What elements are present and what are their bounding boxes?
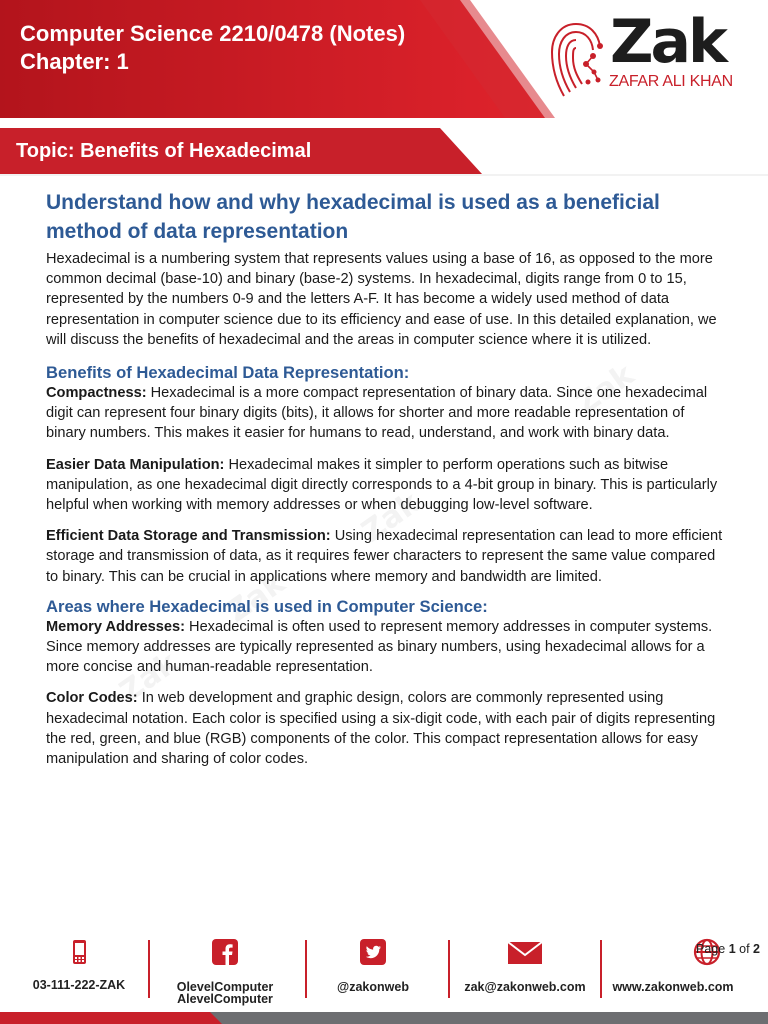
area-item [46, 688, 726, 769]
phone-number: 03-111-222-ZAK [32, 978, 126, 992]
benefit-term: Compactness: [46, 385, 147, 402]
chapter-title: Chapter: 1 [20, 49, 129, 74]
email-icon[interactable] [507, 938, 543, 966]
main-heading: Understand how and why hexadecimal is used as a beneficial method of data representation [46, 191, 660, 243]
footer-facebook[interactable] [150, 930, 300, 1005]
page-label: Page [696, 942, 726, 956]
facebook-page-1[interactable]: OlevelComputer [176, 980, 274, 994]
area-term: Memory Addresses: [46, 618, 185, 635]
logo-subtitle: ZAFAR ALI KHAN [609, 73, 733, 90]
page-total: 2 [753, 942, 760, 956]
area-item [46, 617, 726, 678]
benefit-term: Easier Data Manipulation: [46, 456, 225, 473]
twitter-handle[interactable]: @zakonweb [337, 980, 409, 994]
page-of: of [739, 942, 750, 956]
facebook-page-2[interactable]: AlevelComputer [177, 992, 273, 1006]
benefits-heading: Benefits of Hexadecimal Data Representation: [46, 363, 410, 383]
logo-wordmark: Zak [610, 7, 725, 77]
zak-logo [546, 8, 761, 114]
watermark-logo: Zak [113, 645, 185, 710]
intro-paragraph: Hexadecimal is a numbering system that represents values using a base of 16, as opposed to the more common decimal (base-10) and binary (base-2) systems. In hexadecimal, digits range from 0 to 15, represented by the numbers 0-9 and the letters A-F. It has become a widely used method of data representation in computer science due to its efficiency and ease of use. In this detailed explanation, we will discuss the benefits of hexadecimal and the areas in computer science where it is utilized. [46, 251, 717, 348]
facebook-icon[interactable] [211, 938, 239, 966]
benefit-text: Hexadecimal makes it simpler to perform operations such as bitwise manipulation, as one hexadecimal digit directly corresponds to a 4-bit group in binary. This is particularly helpful when working with memory addresses or when debugging low-level software. [46, 456, 718, 514]
email-address[interactable]: zak@zakonweb.com [464, 980, 586, 994]
footer-twitter[interactable] [298, 930, 448, 993]
document-title [20, 20, 405, 76]
area-text: Hexadecimal is often used to represent memory addresses in computer systems. Since memory addresses are typically represented as binary numbers, using hexadecimal allows for a more concise and human-readable representation. [46, 618, 713, 676]
twitter-icon[interactable] [359, 938, 387, 966]
benefit-text: Using hexadecimal representation can lead to more efficient storage and transmission of data, as it requires fewer characters to represent the same value compared to binary. This can be crucial in applications where memory and bandwidth are limited. [46, 528, 723, 585]
area-text: In web development and graphic design, colors are commonly represented using hexadecimal notation. Each color is specified using a six-digit code, with each pair of digits representing the red, green, and blue (RGB) components of the color. This compact representation allows for easy manipulation and sharing of color codes. [46, 690, 716, 768]
footer-phone [4, 930, 154, 991]
topic-title: Topic: Benefits of Hexadecimal [16, 140, 312, 162]
benefit-item [46, 383, 726, 444]
article-body [46, 188, 726, 780]
page-current: 1 [728, 942, 736, 956]
benefit-term: Efficient Data Storage and Transmission: [46, 528, 331, 545]
course-title: Computer Science 2210/0478 (Notes) [20, 21, 406, 46]
fingerprint-circuit-icon [546, 16, 606, 106]
areas-heading: Areas where Hexadecimal is used in Computer Science: [46, 596, 488, 616]
footer-email[interactable] [450, 930, 600, 993]
watermark-logo: Zak [569, 357, 641, 422]
website-url[interactable]: www.zakonweb.com [612, 980, 734, 994]
footer-website[interactable] [598, 930, 748, 993]
area-term: Color Codes: [46, 690, 138, 707]
watermark-logo: Zak [220, 565, 292, 630]
footer [0, 930, 768, 1024]
benefit-item [46, 526, 726, 587]
benefit-text: Hexadecimal is a more compact representation of binary data. Since one hexadecimal digit can represent four binary digits (bits), it allows for shorter and more readable representation of binary numbers. This makes it easier for humans to read, understand, and work with binary data. [46, 385, 708, 442]
watermark-logo: Zak [355, 485, 427, 550]
phone-icon [65, 938, 93, 966]
page-indicator [696, 942, 760, 956]
bottom-strip [0, 1012, 768, 1024]
benefit-item [46, 455, 726, 516]
